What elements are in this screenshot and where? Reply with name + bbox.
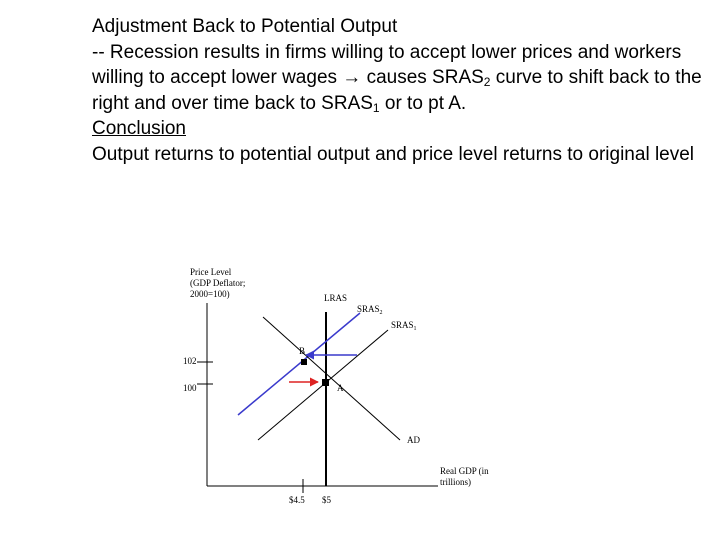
y-tick-label-102: 102 [183, 356, 197, 366]
paragraph-part-1: -- Recession results in firms willing to accept lower prices and workers willing to accept lower wages [92, 41, 682, 88]
x-axis-label-line-1: Real GDP (in [440, 466, 489, 476]
y-axis-label-line-3: 2000=100) [190, 289, 230, 299]
sras2-curve [238, 313, 360, 415]
ad-curve [263, 317, 400, 440]
paragraph-subscript-2: 2 [483, 75, 491, 89]
point-b-label: B [299, 346, 306, 356]
paragraph-part-2: causes SRAS [361, 67, 484, 88]
sras1-label: $SRAS_1$ [391, 320, 417, 332]
paragraph-subscript-1: 1 [372, 100, 380, 115]
sras2-label: $SRAS_2$ [357, 304, 383, 316]
y-tick-label-100: 100 [183, 383, 197, 393]
slide-heading: Adjustment Back to Potential Output [92, 16, 398, 37]
x-axis-label-line-2: trillions) [440, 477, 471, 487]
lras-label: LRAS [324, 293, 348, 303]
conclusion-heading: Conclusion [92, 118, 186, 139]
right-arrow-icon: → [342, 67, 362, 88]
paragraph-part-3: curve to shift back to the right and over time back to SRAS [92, 67, 702, 114]
point-a-label: A [337, 383, 344, 393]
point-b-marker [301, 359, 307, 365]
x-tick-label-4-5: $4.5 [289, 495, 305, 505]
ad-label: AD [407, 435, 420, 445]
paragraph-part-4: or to pt A. [379, 92, 467, 114]
x-tick-label-5: $5 [322, 495, 331, 505]
point-a-marker [322, 379, 329, 386]
conclusion-text: Output returns to potential output and price level returns to original level [92, 143, 695, 165]
y-axis-label-line-1: Price Level [190, 267, 232, 277]
y-axis-label-line-2: (GDP Deflator; [190, 278, 246, 288]
